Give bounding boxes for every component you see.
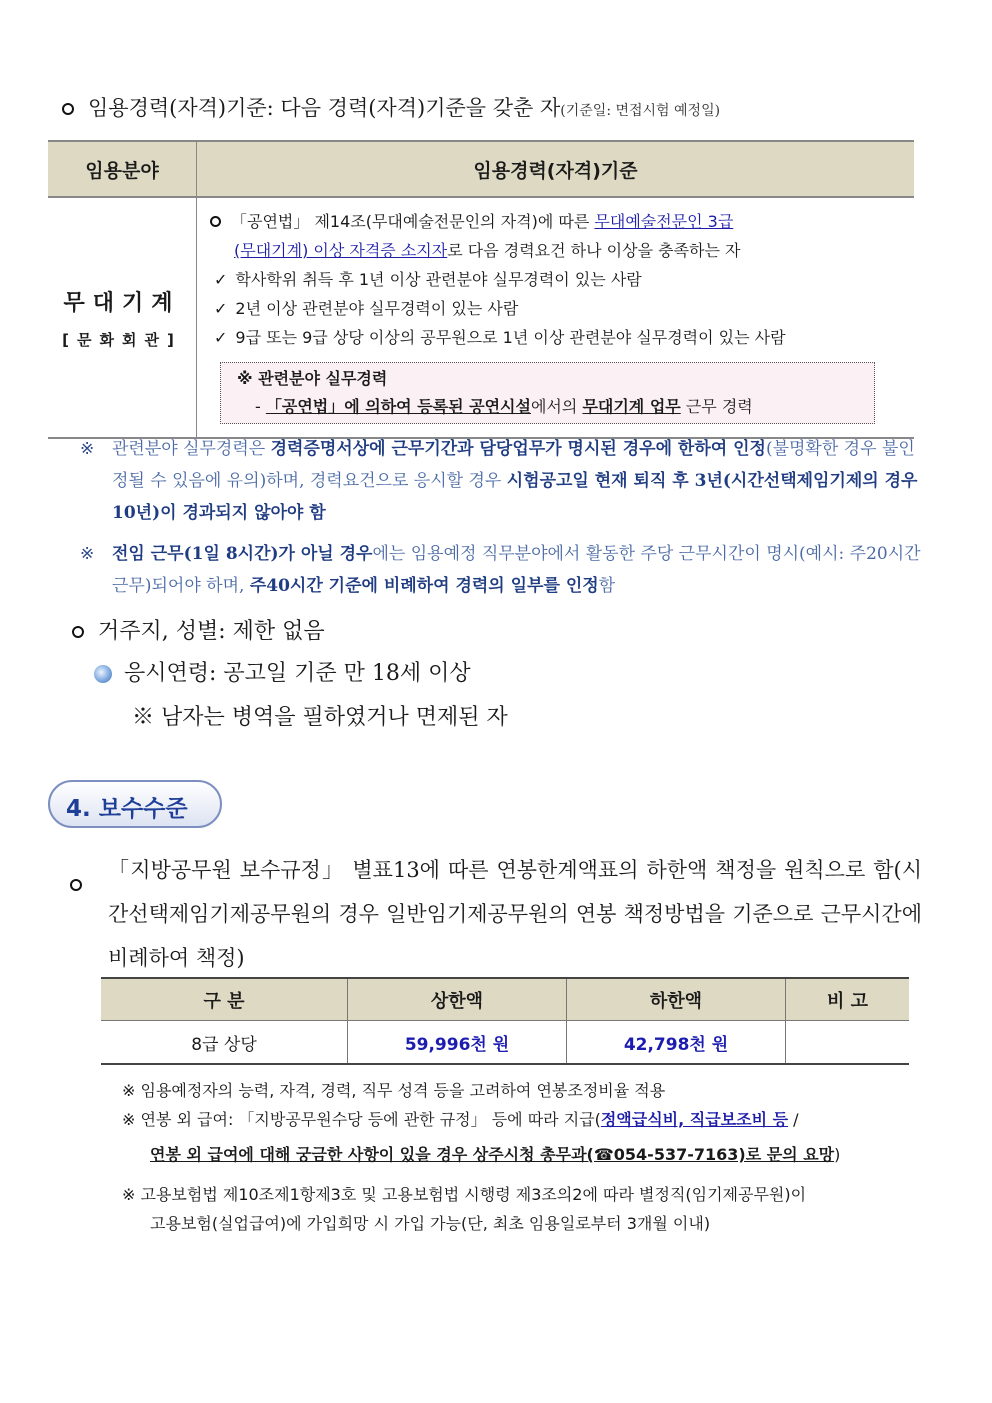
criteria-main-line2 bbox=[210, 236, 913, 265]
footnote-3: ※ 고용보험법 제10조제1항제3호 및 고용보험법 시행령 제3조의2에 따라 별정직(임기제공무원)이 bbox=[122, 1185, 807, 1204]
check-icon: ✓ bbox=[214, 299, 228, 318]
criteria-check-text: 9급 또는 9급 상당 이상의 공무원으로 1년 이상 관련분야 실무경력이 있는 사람 bbox=[235, 328, 786, 347]
section-title-pill bbox=[48, 780, 222, 828]
footnote-1: ※ 임용예정자의 능력, 자격, 경력, 직무 성격 등을 고려하여 연봉조정비율 적용 bbox=[122, 1081, 666, 1100]
note2-p1: 에는 임용예정 직무분야에서 활동한 주당 근무시간이 명시(예시: 주20시간 근무)되어야 하며, bbox=[112, 544, 921, 596]
criteria-main-link1: 무대예술전문인 3급 bbox=[594, 212, 734, 231]
pay-lower: 42,798천 원 bbox=[567, 1021, 786, 1065]
pay-grade: 8급 상당 bbox=[101, 1021, 348, 1065]
note2-b1: 전임 근무(1일 8시간)가 아닐 경우 bbox=[112, 544, 373, 564]
criteria-main-line1 bbox=[210, 207, 913, 236]
footnote-2-pre: ※ 연봉 외 급여: 「지방공무원수당 등에 관한 규정」 등에 따라 지급( bbox=[122, 1110, 601, 1129]
related-experience-box bbox=[220, 362, 875, 424]
note-mark: ※ bbox=[80, 439, 95, 459]
qualification-header-note: (기준일: 면접시험 예정일) bbox=[560, 103, 721, 119]
pay-header-lower: 하한액 bbox=[567, 978, 786, 1021]
note-mark: ※ bbox=[80, 544, 95, 564]
footnote-2-line2-text: 연봉 외 급여에 대해 궁금한 사항이 있을 경우 상주시청 총무과(☎054-537-7163)로 문의 요망 bbox=[150, 1145, 835, 1164]
check-icon: ✓ bbox=[214, 270, 228, 289]
qualification-header-text: 임용경력(자격)기준: 다음 경력(자격)기준을 갖춘 자 bbox=[88, 96, 561, 120]
note-parttime bbox=[80, 538, 922, 602]
pay-note bbox=[786, 1021, 910, 1065]
section-title: 4. 보수수준 bbox=[66, 796, 188, 822]
blue-dot-icon bbox=[94, 665, 112, 683]
pay-upper: 59,996천 원 bbox=[348, 1021, 567, 1065]
pay-header-grade: 구 분 bbox=[101, 978, 348, 1021]
footnote-2-post: / bbox=[788, 1110, 799, 1129]
criteria-table bbox=[48, 140, 914, 439]
age-text: 응시연령: 공고일 기준 만 18세 이상 bbox=[124, 661, 471, 686]
age-line bbox=[94, 656, 471, 687]
criteria-detail-cell bbox=[197, 197, 915, 438]
footnote-3-line2: 고용보험(실업급여)에 가입희망 시 가입 가능(단, 최초 임용일로부터 3개월 이내) bbox=[150, 1214, 711, 1233]
criteria-check-2 bbox=[210, 294, 913, 323]
military-line: ※ 남자는 병역을 필하였거나 면제된 자 bbox=[132, 705, 508, 730]
related-experience-title: ※ 관련분야 실무경력 bbox=[237, 369, 388, 388]
note2-b2: 주40시간 기준에 비례하여 경력의 일부를 인정 bbox=[249, 576, 599, 596]
residence-text: 거주지, 성별: 제한 없음 bbox=[98, 619, 325, 644]
footnote-2 bbox=[122, 1105, 799, 1134]
footnote-2-link: 정액급식비, 직급보조비 등 bbox=[600, 1110, 789, 1129]
circle-bullet-icon bbox=[210, 216, 221, 227]
pay-paragraph bbox=[70, 848, 922, 980]
residence-line bbox=[72, 614, 325, 645]
criteria-main-suffix: 로 다음 경력요건 하나 이상을 충족하는 자 bbox=[447, 241, 741, 260]
criteria-main-prefix: 「공연법」 제14조(무대예술전문인의 자격)에 따른 bbox=[231, 212, 595, 231]
qualification-header bbox=[62, 92, 720, 122]
box-end: 근무 경력 bbox=[680, 397, 753, 416]
note1-p2: (불명확한 경우 불인정될 수 있음에 유의)하며, 경력요건으로 응시할 경우 bbox=[112, 439, 915, 491]
criteria-check-text: 2년 이상 관련분야 실무경력이 있는 사람 bbox=[235, 299, 519, 318]
note1-b2: 시험공고일 현재 퇴직 후 3년(시간선택제임기제의 경우 10년)이 경과되지 않아야 함 bbox=[112, 471, 918, 523]
pay-header-upper: 상한액 bbox=[348, 978, 567, 1021]
category-sub: [문화회관] bbox=[62, 330, 182, 349]
criteria-check-text: 학사학위 취득 후 1년 이상 관련분야 실무경력이 있는 사람 bbox=[235, 270, 642, 289]
criteria-header-standard: 임용경력(자격)기준 bbox=[197, 141, 915, 197]
note1-b1: 경력증명서상에 근무기간과 담당업무가 명시된 경우에 한하여 인정 bbox=[270, 439, 766, 459]
footnote-2-line2 bbox=[150, 1140, 840, 1169]
dash: - bbox=[255, 397, 266, 416]
criteria-main-link2: (무대기계) 이상 자격증 소지자 bbox=[234, 241, 448, 260]
pay-paragraph-text: 「지방공무원 보수규정」 별표13에 따른 연봉한계액표의 하한액 책정을 원칙으로 함(시간선택제임기제공무원의 경우 일반임기제공무원의 연봉 책정방법을 기준으로 근무시간에 비례하여 책정) bbox=[108, 858, 922, 970]
table-row bbox=[101, 1021, 909, 1065]
note1-p1: 관련분야 실무경력은 bbox=[112, 439, 271, 459]
related-experience-detail bbox=[237, 393, 858, 421]
note-experience bbox=[80, 433, 922, 529]
criteria-check-1 bbox=[210, 265, 913, 294]
pay-header-note: 비 고 bbox=[786, 978, 910, 1021]
box-mid: 에서의 bbox=[530, 397, 583, 416]
criteria-category-cell bbox=[48, 197, 197, 438]
box-underline-2: 무대기계 업무 bbox=[582, 397, 681, 416]
circle-bullet-icon bbox=[70, 879, 82, 891]
circle-bullet-icon bbox=[72, 626, 84, 638]
footnote-2-close: ) bbox=[834, 1145, 841, 1164]
check-icon: ✓ bbox=[214, 328, 228, 347]
category-name: 무대기계 bbox=[63, 290, 181, 316]
box-underline-1: 「공연법」에 의하여 등록된 공연시설 bbox=[265, 397, 531, 416]
criteria-check-3 bbox=[210, 323, 913, 352]
circle-bullet-icon bbox=[62, 103, 74, 115]
note2-p2: 함 bbox=[598, 576, 616, 596]
pay-table bbox=[101, 977, 909, 1065]
criteria-header-field: 임용분야 bbox=[48, 141, 197, 197]
